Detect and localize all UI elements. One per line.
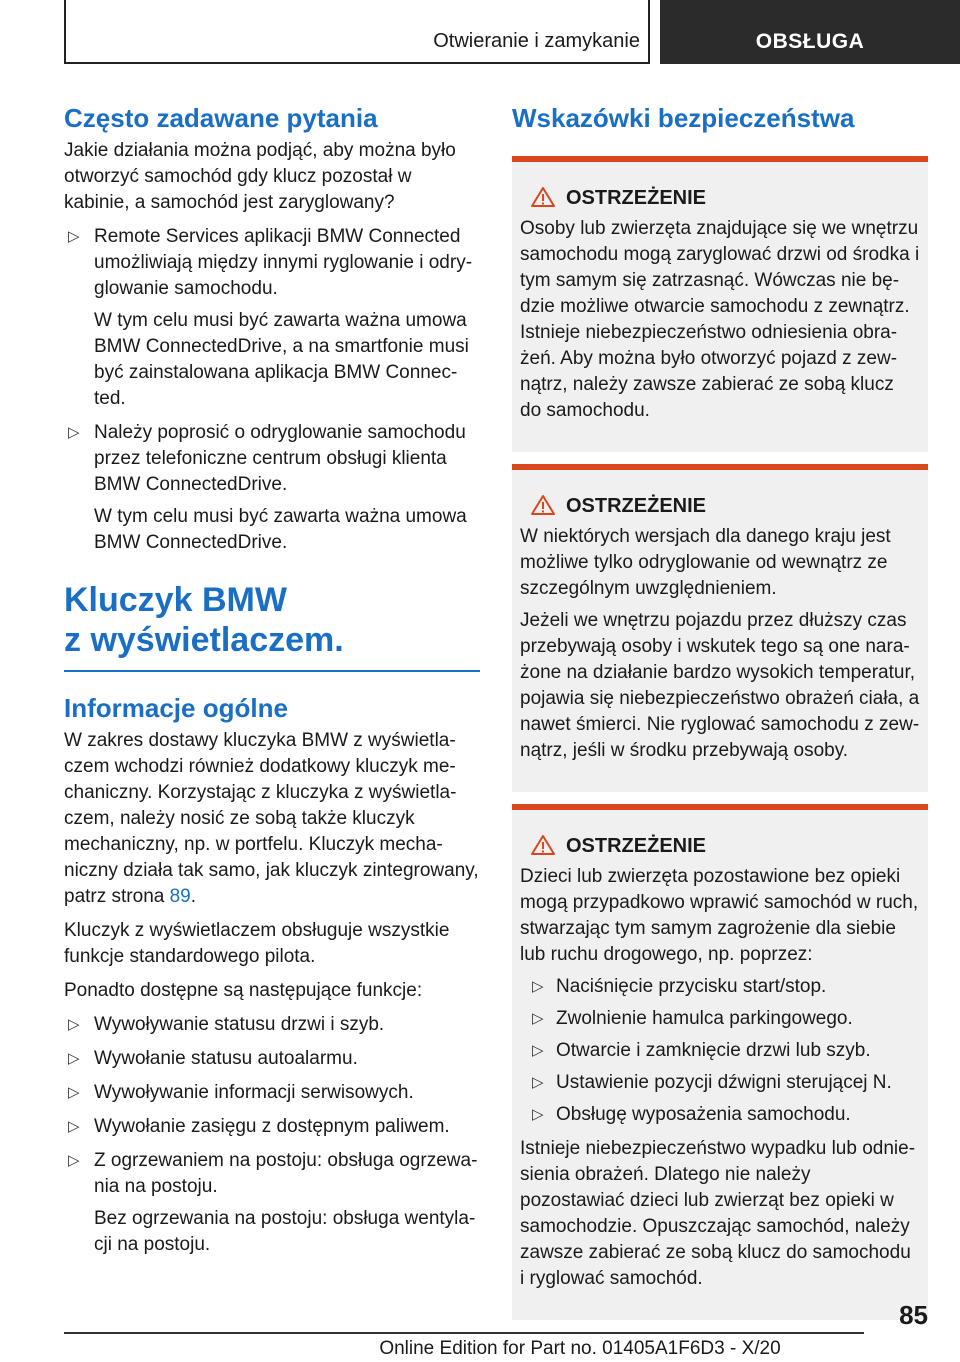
warning-label: OSTRZEŻENIE: [566, 835, 707, 857]
function-text: Wywoływanie informacji serwisowych.: [94, 1082, 414, 1103]
safety-title: Wskazówki bezpieczeństwa: [512, 103, 855, 133]
warning-text: Osoby lub zwierzęta znajdujące się we wnętrzu samochodu mogą zaryglować drzwi od środka i tym samym się zatrzasnąć. Wówczas nie będzie możliwe otwarcie samochodu z zewnątrz. Istnieje niebezpieczeństwo odniesienia obrażeń. Aby można było otworzyć pojazd z zewnątrz, należy zawsze zabierać ze sobą klucz do samochodu.: [520, 218, 920, 421]
header-section-tab: [660, 0, 960, 64]
warning-box: [512, 156, 928, 452]
faq-item-note: W tym celu musi być zawarta ważna umowa BMW ConnectedDrive.: [94, 506, 467, 553]
warning-box: [512, 464, 928, 792]
list-item: [64, 1012, 480, 1038]
warning-list: [520, 974, 920, 1128]
triangle-bullet-icon: ▷: [532, 1010, 544, 1027]
list-item: [64, 420, 480, 556]
page-header: [0, 0, 960, 66]
list-item: [520, 1038, 920, 1064]
triangle-bullet-icon: ▷: [68, 1118, 80, 1135]
warning-item-text: Naciśnięcie przycisku start/stop.: [556, 976, 827, 997]
triangle-bullet-icon: ▷: [532, 1074, 544, 1091]
triangle-bullet-icon: ▷: [532, 1042, 544, 1059]
warning-triangle-icon: [530, 186, 556, 208]
warning-text: Jeżeli we wnętrzu pojazdu przez dłuższy czas przebywają osoby i wskutek tego są one narażone na działanie bardzo wysokich temperatur, pojawia się niebezpieczeństwo obrażeń ciała, a nawet śmierci. Nie ryglować samochodu z zewnątrz, jeśli w środku przebywają osoby.: [520, 610, 920, 761]
faq-item-note: W tym celu musi być zawarta ważna umowa BMW ConnectedDrive, a na smartfonie musi być zainstalowana aplikacja BMW Connected.: [94, 310, 469, 409]
triangle-bullet-icon: ▷: [68, 424, 80, 441]
faq-question: Jakie działania można podjąć, aby można było otworzyć samochód gdy klucz pozostał w kabinie, a samochód jest zaryglowany?: [64, 140, 456, 213]
function-text: Wywołanie statusu autoalarmu.: [94, 1048, 358, 1069]
warning-text: W niektórych wersjach dla danego kraju jest możliwe tylko odryglowanie od wewnątrz ze szczególnym uwzględnieniem.: [520, 526, 891, 599]
warning-title: [520, 184, 920, 212]
list-item: [64, 1114, 480, 1140]
faq-list: [64, 224, 480, 556]
list-item: [520, 1070, 920, 1096]
right-column: [512, 100, 928, 1332]
general-info-body: W zakres dostawy kluczyka BMW z wyświetlaczem wchodzi również dodatkowy kluczyk mechaniczny. Korzystając z kluczyka z wyświetlaczem, należy nosić ze sobą także kluczyk mechaniczny, np. w portfelu. Kluczyk mechaniczny działa tak samo, jak kluczyk zintegrowany, patrz strona: [64, 730, 479, 907]
page-ref-link[interactable]: 89: [169, 886, 191, 907]
warning-label: OSTRZEŻENIE: [566, 495, 707, 517]
warning-title: [520, 492, 920, 520]
left-column: [64, 100, 480, 1266]
triangle-bullet-icon: ▷: [532, 978, 544, 995]
warning-item-text: Otwarcie i zamknięcie drzwi lub szyb.: [556, 1040, 871, 1061]
key-chapter-heading: [64, 580, 480, 672]
triangle-bullet-icon: ▷: [532, 1106, 544, 1123]
general-info-end: .: [190, 886, 197, 907]
faq-title: Często zadawane pytania: [64, 103, 378, 133]
warning-item-text: Zwolnienie hamulca parkingowego.: [556, 1008, 853, 1029]
function-text: Z ogrzewaniem na postoju: obsługa ogrzewania na postoju.: [94, 1150, 478, 1197]
list-item: [64, 1080, 480, 1106]
function-text: Wywoływanie statusu drzwi i szyb.: [94, 1014, 385, 1035]
list-item: [64, 1148, 480, 1258]
faq-item-text: Należy poprosić o odryglowanie samochodu przez telefoniczne centrum obsługi klienta BMW ConnectedDrive.: [94, 422, 466, 495]
key-title-line1: Kluczyk BMW: [64, 581, 287, 619]
key-title-line2: z wyświetlaczem.: [64, 621, 344, 659]
header-subsection: Otwieranie i zamykanie: [433, 30, 640, 52]
warning-triangle-icon: [530, 834, 556, 856]
warning-item-text: Obsługę wyposażenia samochodu.: [556, 1104, 851, 1125]
footer-edition: Online Edition for Part no. 01405A1F6D3 - X/20: [379, 1338, 781, 1359]
page-number: 85: [899, 1300, 928, 1330]
list-item: [64, 224, 480, 412]
list-item: [520, 1102, 920, 1128]
warning-label: OSTRZEŻENIE: [566, 187, 707, 209]
warning-item-text: Ustawienie pozycji dźwigni sterującej N.: [556, 1072, 892, 1093]
warning-text: Istnieje niebezpieczeństwo wypadku lub odniesienia obrażeń. Dlatego nie należy pozostawiać dzieci lub zwierząt bez opieki w samochodzie. Opuszczając samochód, należy zawsze zabierać ze sobą klucz do samochodu i ryglować samochód.: [520, 1138, 916, 1289]
general-info-title: Informacje ogólne: [64, 693, 288, 723]
header-section-label: OBSŁUGA: [755, 30, 865, 53]
support-text: Kluczyk z wyświetlaczem obsługuje wszystkie funkcje standardowego pilota.: [64, 920, 450, 967]
list-item: [520, 1006, 920, 1032]
triangle-bullet-icon: ▷: [68, 1152, 80, 1169]
function-note: Bez ogrzewania na postoju: obsługa wentylacji na postoju.: [94, 1208, 476, 1255]
triangle-bullet-icon: ▷: [68, 228, 80, 245]
warning-triangle-icon: [530, 494, 556, 516]
faq-item-text: Remote Services aplikacji BMW Connected umożliwiają między innymi ryglowanie i odryglowanie samochodu.: [94, 226, 473, 299]
list-item: [520, 974, 920, 1000]
functions-list: [64, 1012, 480, 1258]
warning-box: [512, 804, 928, 1320]
triangle-bullet-icon: ▷: [68, 1084, 80, 1101]
footer-divider: [64, 1332, 864, 1334]
general-info-text: [64, 728, 480, 910]
function-text: Wywołanie zasięgu z dostępnym paliwem.: [94, 1116, 450, 1137]
functions-intro: Ponadto dostępne są następujące funkcje:: [64, 980, 423, 1001]
warning-text: Dzieci lub zwierzęta pozostawione bez opieki mogą przypadkowo wprawić samochód w ruch, stwarzając tym samym zagrożenie dla siebie lub ruchu drogowego, np. poprzez:: [520, 866, 919, 965]
triangle-bullet-icon: ▷: [68, 1016, 80, 1033]
warning-title: [520, 832, 920, 860]
triangle-bullet-icon: ▷: [68, 1050, 80, 1067]
list-item: [64, 1046, 480, 1072]
